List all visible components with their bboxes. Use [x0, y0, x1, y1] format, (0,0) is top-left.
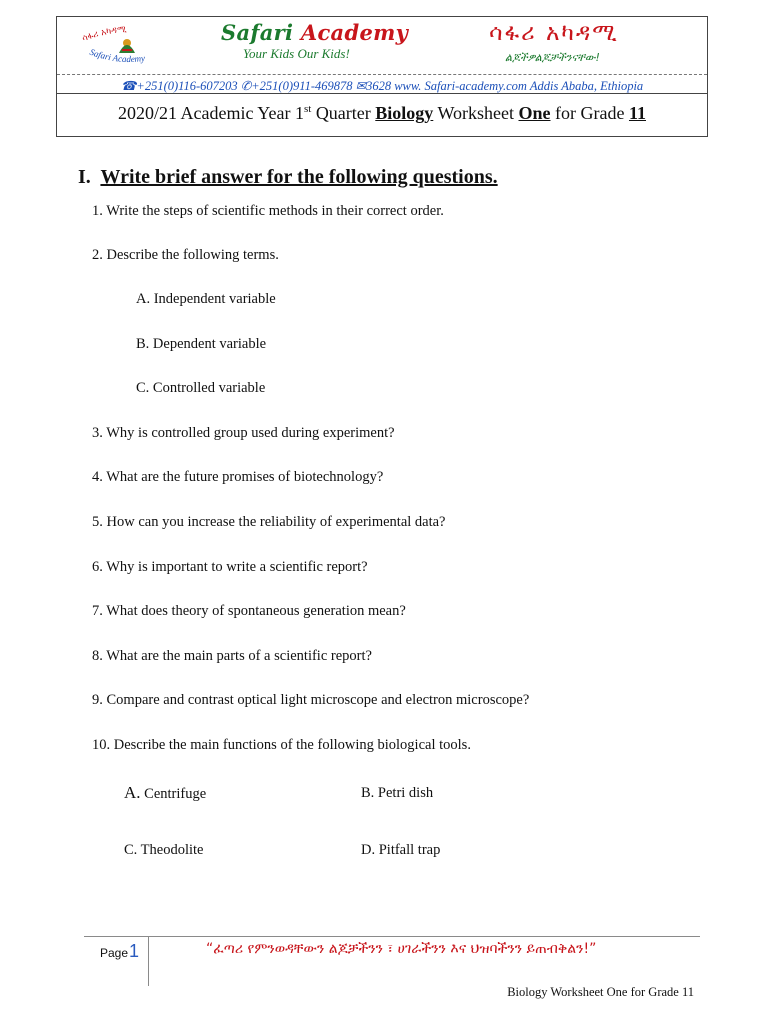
footer-rule — [84, 936, 700, 937]
title-for-grade: for Grade — [550, 103, 629, 123]
tool-c: C. Theodolite — [124, 842, 204, 858]
title-number: One — [518, 103, 551, 123]
svg-text:Safari Academy — [88, 47, 145, 64]
footer-vertical-rule — [148, 936, 149, 986]
section-numeral: I. — [78, 166, 91, 188]
question-3: 3. Why is controlled group used during experiment? — [92, 425, 395, 441]
section-heading — [78, 166, 498, 189]
question-5: 5. How can you increase the reliability of experimental data? — [92, 514, 446, 530]
brand-name-part-2: Academy — [300, 20, 409, 45]
question-4: 4. What are the future promises of biotechnology? — [92, 469, 384, 485]
term-b: B. Dependent variable — [136, 336, 267, 352]
question-7: 7. What does theory of spontaneous generation mean? — [92, 603, 406, 619]
tool-a-letter: A. — [124, 783, 141, 802]
page-number: 1 — [129, 941, 140, 961]
footer-note: Biology Worksheet One for Grade 11 — [507, 985, 694, 999]
brand-name-english — [221, 20, 408, 45]
term-c: C. Controlled variable — [136, 380, 266, 396]
tool-a — [124, 783, 206, 803]
question-6: 6. Why is important to write a scientific report? — [92, 559, 368, 575]
logo-amharic-text: ሳፋሪ አካዳሚ — [80, 24, 127, 45]
brand-tagline-amharic: ልጆችዎልጆቻችንናቸው! — [505, 51, 600, 64]
tool-b: B. Petri dish — [361, 785, 434, 801]
header-divider — [57, 74, 707, 75]
letterhead — [56, 16, 708, 94]
question-8: 8. What are the main parts of a scientific report? — [92, 648, 372, 664]
contact-line: ☎+251(0)116-607203 ✆+251(0)911-469878 ✉3628 www. Safari-academy.com Addis Ababa, Ethiopia — [120, 79, 644, 93]
brand-name-amharic: ሳፋሪ አካዳሚ — [489, 20, 619, 46]
question-10: 10. Describe the main functions of the following biological tools. — [92, 737, 471, 753]
section-heading-text: Write brief answer for the following questions. — [100, 166, 498, 188]
svg-text:ሳፋሪ አካዳሚ — [81, 25, 127, 44]
question-2: 2. Describe the following terms. — [92, 247, 279, 263]
question-1: 1. Write the steps of scientific methods in their correct order. — [92, 203, 444, 219]
page-label: Page — [100, 946, 129, 960]
brand-tagline-english: Your Kids Our Kids! — [243, 46, 350, 61]
term-a: A. Independent variable — [136, 291, 276, 307]
footer-motto: “ፈጣሪ የምንወዳቸውን ልጆቻችንን ፣ ሀገራችንን እና ህዝባችንን ይጠብቅልን!” — [206, 941, 597, 957]
logo-figure-icon — [119, 39, 135, 53]
title-worksheet: Worksheet — [433, 103, 519, 123]
logo-english-text: Safari Academy — [88, 46, 146, 65]
title-quarter: Quarter — [311, 103, 376, 123]
title-subject: Biology — [375, 103, 434, 123]
tool-a-label: Centrifuge — [144, 786, 207, 802]
title-grade: 11 — [628, 103, 646, 123]
question-9: 9. Compare and contrast optical light microscope and electron microscope? — [92, 692, 530, 708]
brand-name-part-1: Safari — [221, 20, 301, 45]
tool-d: D. Pitfall trap — [361, 842, 441, 858]
worksheet-title — [56, 94, 708, 137]
title-ordinal: st — [303, 103, 312, 115]
safari-academy-logo — [67, 23, 193, 67]
title-year: 2020/21 Academic Year 1 — [118, 103, 304, 123]
